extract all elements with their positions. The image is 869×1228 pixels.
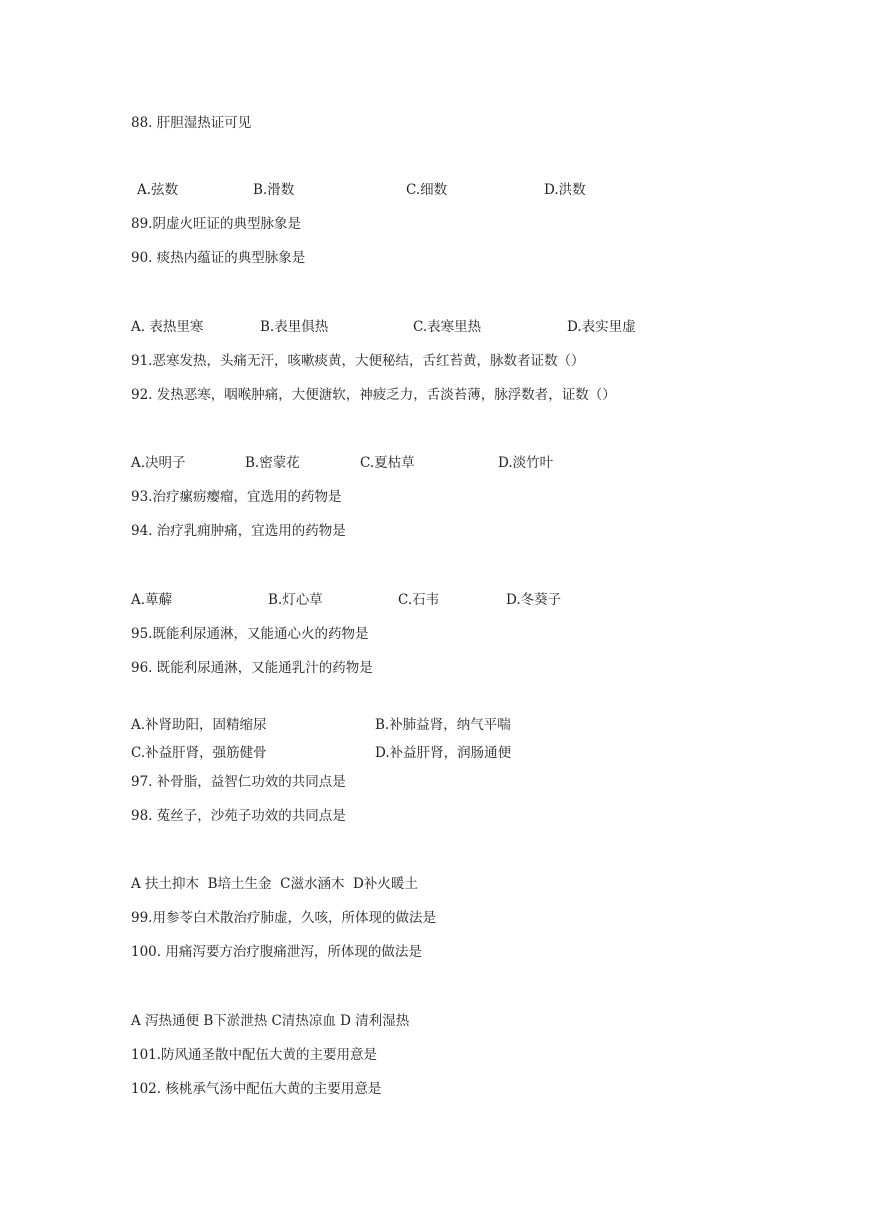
question-88: 88. 肝胆湿热证可见 [131,115,252,131]
option-95-d: D.冬葵子 [506,592,562,608]
option-88-b: B.滑数 [253,182,295,198]
question-95: 95.既能利尿通淋，又能通心火的药物是 [131,626,369,642]
question-91: 91.恶寒发热，头痛无汗，咳嗽痰黄，大便秘结，舌红苔黄，脉数者证数（） [131,353,585,369]
question-97: 97. 补骨脂，益智仁功效的共同点是 [131,774,346,790]
option-97-c: C.补益肝肾，强筋健骨 [131,745,267,761]
option-91-c: C.表寒里热 [413,319,482,335]
option-97-b: B.补肺益肾，纳气平喘 [375,717,511,733]
option-91-b: B.表里俱热 [260,319,329,335]
option-97-a: A.补肾助阳，固精缩尿 [131,717,267,733]
option-97-d: D.补益肝肾，润肠通便 [375,745,512,761]
options-101: A 泻热通便 B下淤泄热 C清热凉血 D 清利湿热 [131,1013,410,1029]
option-88-a: A.弦数 [137,182,179,198]
option-93-c: C.夏枯草 [360,455,415,471]
question-101: 101.防风通圣散中配伍大黄的主要用意是 [131,1047,378,1063]
options-99: A 扶土抑木 B培土生金 C滋水涵木 D补火暖土 [131,876,418,892]
question-94: 94. 治疗乳痈肿痛，宜选用的药物是 [131,523,346,539]
question-92: 92. 发热恶寒，咽喉肿痛，大便溏软，神疲乏力，舌淡苔薄，脉浮数者，证数（） [131,387,616,403]
question-100: 100. 用痛泻要方治疗腹痛泄泻，所体现的做法是 [131,944,422,960]
option-88-c: C.细数 [406,182,448,198]
option-95-c: C.石韦 [398,592,440,608]
question-102: 102. 核桃承气汤中配伍大黄的主要用意是 [131,1081,382,1097]
option-93-d: D.淡竹叶 [498,455,554,471]
question-99: 99.用参苓白术散治疗肺虚，久咳，所体现的做法是 [131,910,436,926]
option-95-a: A.萆薢 [131,592,173,608]
question-89: 89.阴虚火旺证的典型脉象是 [131,216,301,232]
option-91-d: D.表实里虚 [567,319,636,335]
question-93: 93.治疗瘰疬瘿瘤，宜选用的药物是 [131,489,342,505]
option-95-b: B.灯心草 [268,592,323,608]
option-91-a: A. 表热里寒 [131,319,204,335]
option-93-a: A.决明子 [131,455,186,471]
option-93-b: B.密蒙花 [245,455,300,471]
option-88-d: D.洪数 [544,182,586,198]
question-96: 96. 既能利尿通淋，又能通乳汁的药物是 [131,660,373,676]
question-98: 98. 菟丝子，沙苑子功效的共同点是 [131,808,346,824]
question-90: 90. 痰热内蕴证的典型脉象是 [131,250,306,266]
